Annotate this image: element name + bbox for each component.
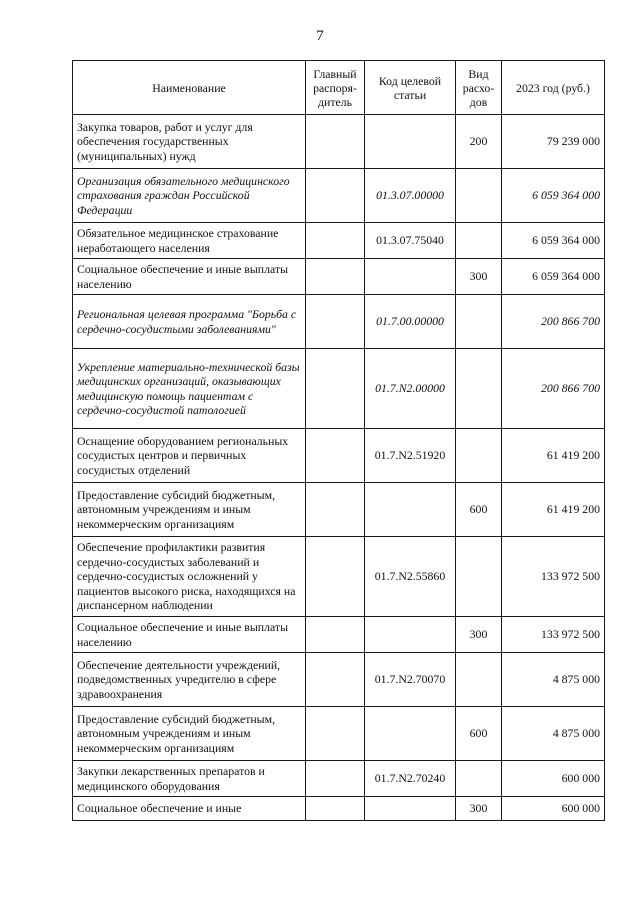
row-code-cell: 01.7.N2.70240 [365,761,456,797]
row-amount-cell: 133 972 500 [502,537,605,617]
row-admin-cell [306,483,365,537]
table-row [73,259,605,295]
row-type-cell: 200 [456,115,502,169]
row-amount-cell: 6 059 364 000 [502,259,605,295]
row-amount-cell: 600 000 [502,797,605,821]
row-amount-cell: 133 972 500 [502,617,605,653]
row-code-cell [365,259,456,295]
header-admin: Главный распоря-дитель [306,61,365,115]
table-row [73,223,605,259]
table-row [73,115,605,169]
row-name-cell: Организация обязательного медицинского страхования граждан Российской Федерации [73,169,306,223]
row-admin-cell [306,349,365,429]
row-code-cell: 01.3.07.00000 [365,169,456,223]
row-admin-cell [306,617,365,653]
header-code: Код целевой статьи [365,61,456,115]
row-admin-cell [306,707,365,761]
row-type-cell: 600 [456,483,502,537]
row-name-cell: Социальное обеспечение и иные выплаты населению [73,617,306,653]
row-name-cell: Закупки лекарственных препаратов и медицинского оборудования [73,761,306,797]
row-admin-cell [306,223,365,259]
row-type-cell [456,169,502,223]
row-name-cell: Обязательное медицинское страхование неработающего населения [73,223,306,259]
row-name-cell: Обеспечение профилактики развития сердечно-сосудистых заболеваний и сердечно-сосудистых осложнений у пациентов высокого риска, находящихся на диспансерном наблюдении [73,537,306,617]
row-admin-cell [306,169,365,223]
header-amount: 2023 год (руб.) [502,61,605,115]
table-row [73,707,605,761]
row-name-cell: Региональная целевая программа "Борьба с сердечно-сосудистыми заболеваниями" [73,295,306,349]
row-admin-cell [306,537,365,617]
table-row [73,537,605,617]
row-amount-cell: 200 866 700 [502,295,605,349]
table-row [73,761,605,797]
row-amount-cell: 600 000 [502,761,605,797]
row-name-cell: Обеспечение деятельности учреждений, подведомственных учредителю в сфере здравоохранения [73,653,306,707]
row-admin-cell [306,295,365,349]
row-code-cell [365,617,456,653]
row-amount-cell: 79 239 000 [502,115,605,169]
row-type-cell: 300 [456,617,502,653]
row-admin-cell [306,761,365,797]
row-admin-cell [306,115,365,169]
row-type-cell [456,761,502,797]
row-name-cell: Предоставление субсидий бюджетным, автономным учреждениям и иным некоммерческим организациям [73,483,306,537]
row-amount-cell: 61 419 200 [502,429,605,483]
row-code-cell [365,797,456,821]
row-code-cell: 01.7.N2.70070 [365,653,456,707]
row-name-cell: Укрепление материально-технической базы медицинских организаций, оказывающих медицинскую помощь пациентам с сердечно-сосудистой патологией [73,349,306,429]
header-type: Вид расхо-дов [456,61,502,115]
table-header-row [73,61,605,115]
row-admin-cell [306,797,365,821]
row-type-cell [456,653,502,707]
row-amount-cell: 4 875 000 [502,707,605,761]
table-row [73,169,605,223]
row-amount-cell: 4 875 000 [502,653,605,707]
row-name-cell: Предоставление субсидий бюджетным, автономным учреждениям и иным некоммерческим организациям [73,707,306,761]
row-admin-cell [306,429,365,483]
row-code-cell [365,707,456,761]
row-amount-cell: 200 866 700 [502,349,605,429]
row-admin-cell [306,653,365,707]
table-row [73,797,605,821]
table-row [73,653,605,707]
row-type-cell: 300 [456,259,502,295]
table-row [73,349,605,429]
table-row [73,429,605,483]
row-admin-cell [306,259,365,295]
row-type-cell [456,429,502,483]
page-number: 7 [316,28,324,44]
budget-table [72,60,605,821]
row-type-cell: 300 [456,797,502,821]
row-code-cell: 01.7.00.00000 [365,295,456,349]
row-amount-cell: 6 059 364 000 [502,223,605,259]
row-code-cell: 01.7.N2.00000 [365,349,456,429]
row-code-cell: 01.3.07.75040 [365,223,456,259]
row-type-cell [456,295,502,349]
row-code-cell: 01.7.N2.55860 [365,537,456,617]
table-row [73,483,605,537]
row-type-cell [456,537,502,617]
row-type-cell [456,223,502,259]
row-amount-cell: 6 059 364 000 [502,169,605,223]
row-code-cell [365,115,456,169]
row-name-cell: Закупка товаров, работ и услуг для обеспечения государственных (муниципальных) нужд [73,115,306,169]
row-type-cell [456,349,502,429]
header-name: Наименование [73,61,306,115]
row-amount-cell: 61 419 200 [502,483,605,537]
row-code-cell: 01.7.N2.51920 [365,429,456,483]
row-name-cell: Оснащение оборудованием региональных сосудистых центров и первичных сосудистых отделений [73,429,306,483]
table-row [73,617,605,653]
row-name-cell: Социальное обеспечение и иные выплаты населению [73,259,306,295]
row-type-cell: 600 [456,707,502,761]
row-code-cell [365,483,456,537]
table-row [73,295,605,349]
row-name-cell: Социальное обеспечение и иные [73,797,306,821]
